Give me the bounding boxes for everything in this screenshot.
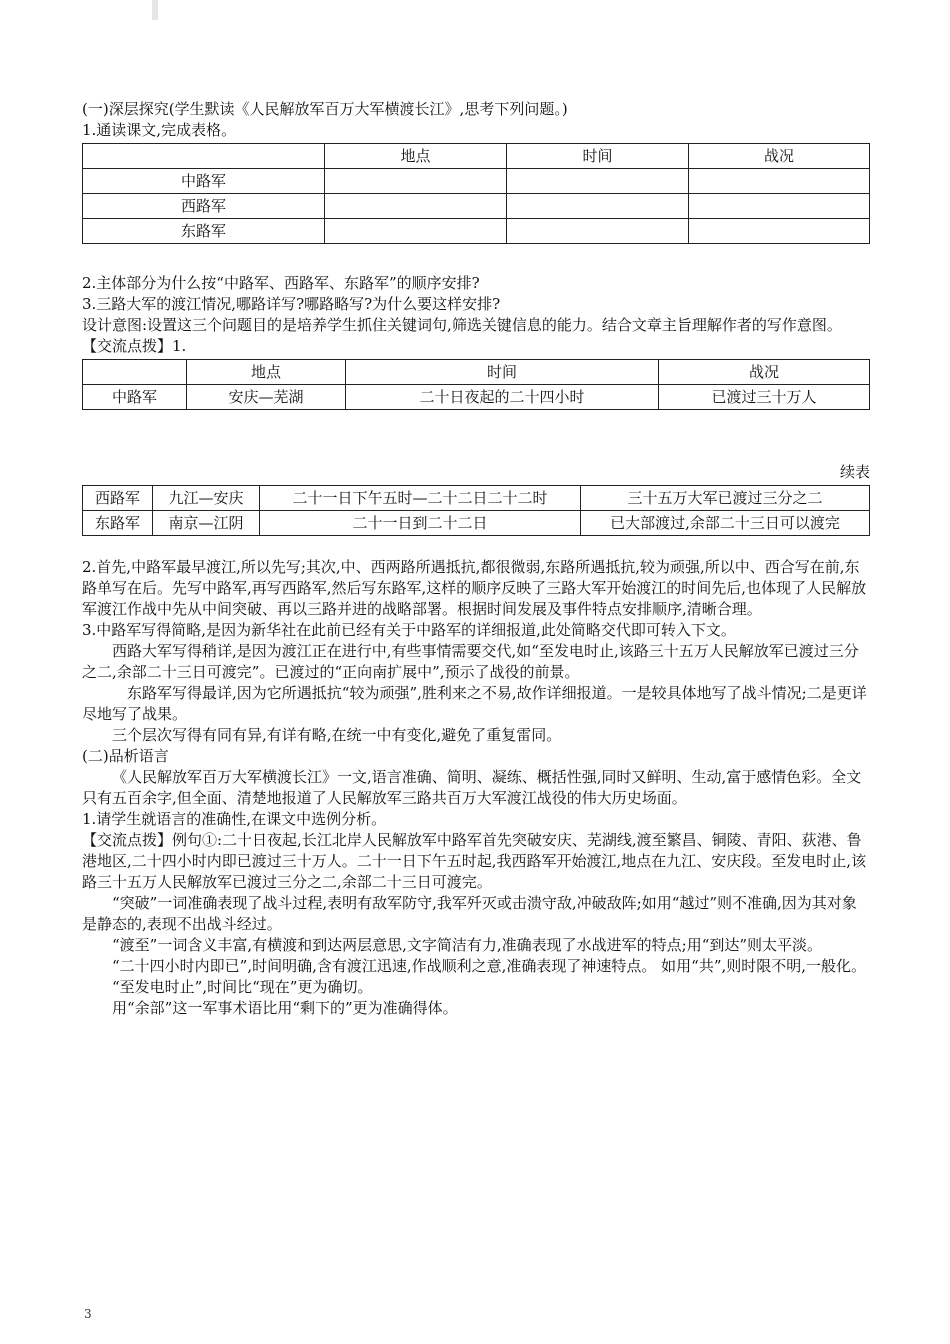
analysis-tupo: “突破”一词准确表现了战斗过程,表明有敌军防守,我军歼灭或击溃守敌,冲破敌阵;如用“越过”则不准确,因为其对象是静态的,表现不出战斗经过。 [82,894,857,933]
question-2: 2.主体部分为什么按“中路军、西路军、东路军”的顺序安排? [82,274,480,292]
analysis-24h: “二十四小时内即已”,时间明确,含有渡江迅速,作战顺利之意,准确表现了神速特点。 如用“共”,则时限不明,一般化。 [112,957,867,975]
header-cell: 地点 [325,144,507,169]
document-page [82,0,870,1019]
answer-3-summary: 三个层次写得有同有异,有详有略,在统一中有变化,避免了重复雷同。 [112,726,562,744]
table-row [83,486,870,511]
language-intro: 《人民解放军百万大军横渡长江》一文,语言准确、简明、凝练、概括性强,同时又鲜明、生动,富于感情色彩。全文只有五百余字,但全面、清楚地报道了人民解放军三路共百万大军渡江战役的伟大历史场面。 [82,768,862,807]
row-label: 西路军 [83,194,325,219]
table-cell: 安庆—芜湖 [187,385,346,410]
table-cell: 三十五万大军已渡过三分之二 [581,486,870,511]
table-cell: 九江—安庆 [153,486,260,511]
continued-table [82,485,870,536]
header-cell: 时间 [346,360,659,385]
blank-table [82,143,870,244]
table-cell: 东路军 [83,511,153,536]
question-accuracy: 1.请学生就语言的准确性,在课文中选例分析。 [82,810,387,828]
section-heading-2: (二)品析语言 [82,747,169,765]
analysis-yubu: 用“余部”这一军事术语比用“剩下的”更为准确得体。 [112,999,458,1017]
table-cell: 中路军 [83,385,187,410]
section-heading-1: (一)深层探究(学生默读《人民解放军百万大军横渡长江》,思考下列问题。) [82,100,568,118]
question-3: 3.三路大军的渡江情况,哪路详写?哪路略写?为什么要这样安排? [82,295,501,313]
analysis-duzhi: “渡至”一词含义丰富,有横渡和到达两层意思,文字简洁有力,准确表现了水战进军的特点;用“到达”则太平淡。 [112,936,823,954]
table-cell: 二十一日下午五时—二十二日二十二时 [260,486,581,511]
header-cell: 地点 [187,360,346,385]
table-row [83,219,870,244]
answer-3-west: 西路大军写得稍详,是因为渡江正在进行中,有些事情需要交代,如“至发电时止,该路三十五万人民解放军已渡过三分之二,余部二十三日可渡完”。已渡过的“正向南扩展中”,预示了战役的前景。 [82,642,859,681]
example-1: 【交流点拨】例句①:二十日夜起,长江北岸人民解放军中路军首先突破安庆、芜湖线,渡至繁昌、铜陵、青阳、荻港、鲁港地区,二十四小时内即已渡过三十万人。二十一日下午五时起,我西路军开始渡江,地点在九江、安庆段。至发电时止,该路三十五万人民解放军已渡过三分之二,余部二十三日可渡完。 [82,831,867,891]
header-cell: 时间 [507,144,689,169]
analysis-fadian: “至发电时止”,时间比“现在”更为确切。 [112,978,373,996]
answer-2: 2.首先,中路军最早渡江,所以先写;其次,中、西两路所遇抵抗,都很微弱,东路所遇抵抗,较为顽强,所以中、西合写在前,东路单写在后。先写中路军,再写西路军,然后写东路军,这样的顺序反映了三路大军开始渡江的时间先后,也体现了人民解放军渡江作战中先从中间突破、再以三路并进的战略部署。根据时间发展及事件特点安排顺序,清晰合理。 [82,558,867,618]
answer-3-east: 东路军写得最详,因为它所遇抵抗“较为顽强”,胜利来之不易,故作详细报道。一是较具体地写了战斗情况;二是更详尽地写了战果。 [82,684,867,723]
table-row [83,360,870,385]
table-cell: 二十一日到二十二日 [260,511,581,536]
table-row [83,194,870,219]
answer-table [82,359,870,410]
row-label: 东路军 [83,219,325,244]
table-row [83,144,870,169]
table-cell: 已大部渡过,余部二十三日可以渡完 [581,511,870,536]
exchange-tip-label: 【交流点拨】1. [82,337,187,355]
table-row [83,169,870,194]
answer-3: 3.中路军写得简略,是因为新华社在此前已经有关于中路军的详细报道,此处简略交代即可转入下文。 [82,621,736,639]
table-cell: 西路军 [83,486,153,511]
design-intent: 设计意图:设置这三个问题目的是培养学生抓住关键词句,筛选关键信息的能力。结合文章主旨理解作者的写作意图。 [82,316,842,334]
table-cell: 南京—江阴 [153,511,260,536]
table-row [83,385,870,410]
question-1: 1.通读课文,完成表格。 [82,121,237,139]
header-cell: 战况 [659,360,870,385]
page-number: 3 [84,1307,92,1321]
row-label: 中路军 [83,169,325,194]
continued-label: 续表 [839,463,870,481]
header-cell: 战况 [689,144,870,169]
table-row [83,511,870,536]
table-cell: 二十日夜起的二十四小时 [346,385,659,410]
table-cell: 已渡过三十万人 [659,385,870,410]
